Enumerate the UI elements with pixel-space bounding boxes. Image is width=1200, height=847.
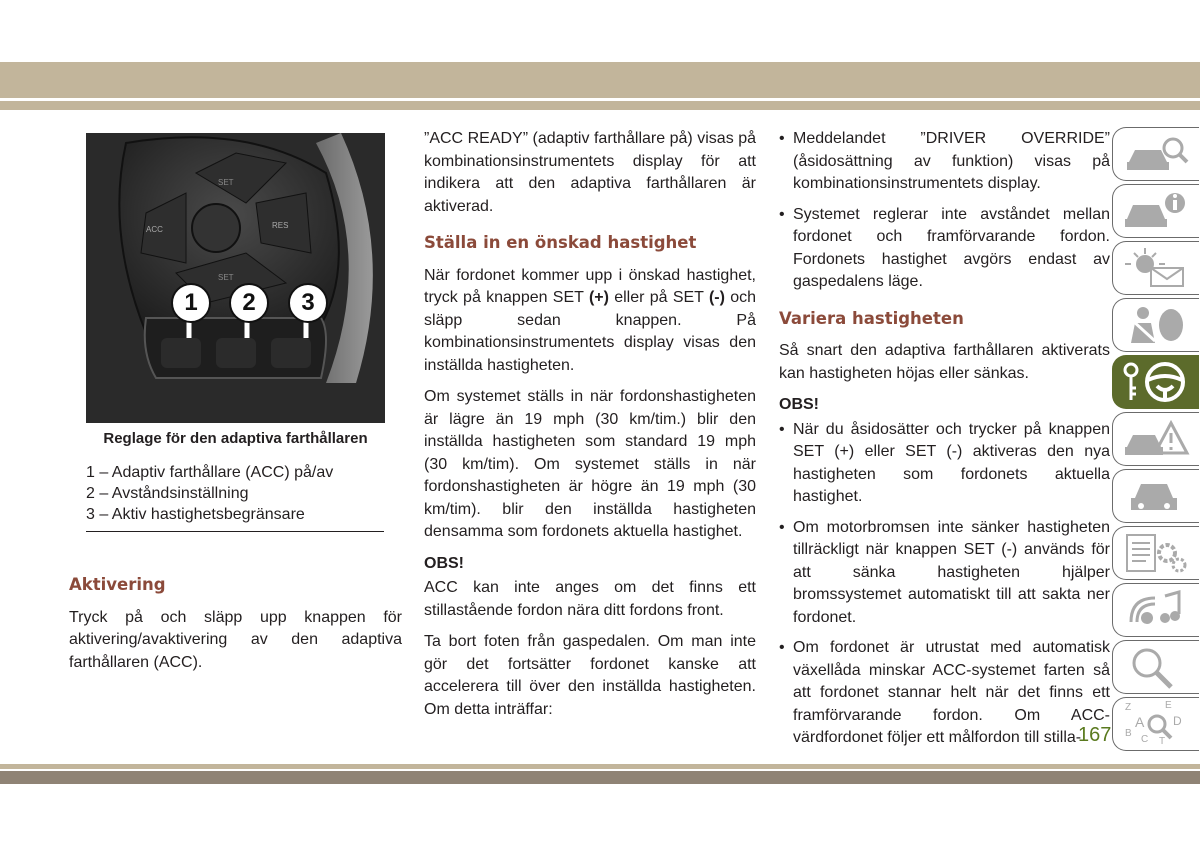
tab-car-info[interactable] <box>1112 184 1199 238</box>
activation-heading: Aktivering <box>69 575 166 594</box>
legend-item: 3 – Aktiv hastighetsbegränsare <box>86 506 305 523</box>
override-list <box>779 128 1110 294</box>
note-heading: OBS! <box>779 396 819 413</box>
activation-text: Tryck på och släpp upp knappen för aktivering/avaktivering av den adaptiva farthållaren (ACC). <box>69 608 402 671</box>
set-speed-heading: Ställa in en önskad hastighet <box>424 233 697 252</box>
index-letter: E <box>1165 700 1172 711</box>
tab-car-magnifier[interactable] <box>1112 127 1199 181</box>
index-letter: D <box>1173 714 1182 728</box>
index-letter: C <box>1141 734 1149 745</box>
tab-safety[interactable] <box>1112 298 1199 352</box>
legend-item: 2 – Avståndsinställning <box>86 485 249 502</box>
tab-warning-lights[interactable] <box>1112 241 1199 295</box>
steering-wheel-illustration <box>86 133 385 423</box>
header-band <box>0 62 1200 98</box>
min-speed-text: Om systemet ställs in när fordonshastigheten är lägre än 19 mph (30 km/tim.) blir den inställda hastigheten som standard 19 mph (30 km/tim). Om systemet ställs in när fordonshastigheten är högre än 19 mph (30 km/tim). blir den inställda hastigheten densamma som fordonets aktuella hastighet. <box>424 388 756 540</box>
tab-service[interactable] <box>1112 469 1199 523</box>
footer-band <box>0 771 1200 784</box>
tab-starting-driving[interactable] <box>1112 355 1199 409</box>
tab-emergency[interactable] <box>1112 412 1199 466</box>
index-letter: B <box>1125 728 1132 739</box>
acc-label: ACC <box>146 225 163 234</box>
legend-item: 1 – Adaptiv farthållare (ACC) på/av <box>86 464 334 481</box>
car-magnifier-icon <box>1121 132 1191 176</box>
figure-caption: Reglage för den adaptiva farthållaren <box>103 430 368 447</box>
airbag-seatbelt-icon <box>1121 303 1191 347</box>
tab-index-search[interactable] <box>1112 640 1199 694</box>
activation-section <box>69 560 402 674</box>
tab-alphabet-index[interactable] <box>1112 697 1199 751</box>
tab-specifications[interactable] <box>1112 526 1199 580</box>
note-text: ACC kan inte anges om det finns ett stillastående fordon nära ditt fordons front. <box>424 579 756 619</box>
specifications-gears-icon <box>1121 531 1191 575</box>
car-service-icon <box>1121 474 1191 518</box>
set-speed-text: När fordonet kommer upp i önskad hastighet, tryck på knappen SET (+) eller på SET (-) och släpp sedan knappen. På kombinationsinstrumentets display visas den inställda hastigheten. <box>424 266 757 374</box>
list-item: • Meddelandet ”DRIVER OVERRIDE” (åsidosättning av funktion) visas på kombinationsinstrumentets display. <box>779 128 1110 196</box>
note-heading: OBS! <box>424 554 464 572</box>
note-list <box>779 419 1110 750</box>
vary-speed-heading: Variera hastigheten <box>779 308 964 328</box>
set-plus-label: SET <box>218 178 234 187</box>
list-item: • Systemet reglerar inte avståndet mellan fordonet och framförvarande fordon. Fordonets hastighet avgörs endast av gaspedalens läge. <box>779 204 1110 294</box>
callout-3: 3 <box>288 283 328 323</box>
accelerator-text: Ta bort foten från gaspedalen. Om man inte gör det fortsätter fordonet kanske att accelerera till över den inställda hastigheten. Om detta inträffar: <box>424 633 756 718</box>
list-item: • Om fordonet är utrustat med automatisk växellåda minskar ACC-systemet farten så att fordonet stannar helt när det finns ett framförvarande fordon. Om ACC-värdfordonet följer ett målfordon till stilla- <box>779 637 1110 750</box>
steering-wheel-controls-photo <box>86 133 385 423</box>
footer-rule <box>0 764 1200 769</box>
set-minus-label: SET <box>218 273 234 282</box>
index-letter: T <box>1159 736 1166 747</box>
page-number: 167 <box>1078 724 1112 746</box>
index-search-icon <box>1121 645 1191 689</box>
key-steering-wheel-icon <box>1121 360 1191 404</box>
index-letter: A <box>1135 714 1145 730</box>
index-letter: Z <box>1125 702 1132 713</box>
res-label: RES <box>272 221 289 230</box>
tab-multimedia[interactable] <box>1112 583 1199 637</box>
header-rule <box>0 101 1200 110</box>
callout-1: 1 <box>171 283 211 323</box>
multimedia-music-icon <box>1121 588 1191 632</box>
warning-light-mail-icon <box>1121 246 1191 290</box>
acc-ready-text: ”ACC READY” (adaptiv farthållare på) visas på kombinationsinstrumentets display för att indikera att den adaptiva farthållaren är aktiverad. <box>424 130 756 215</box>
list-item: • Om motorbromsen inte sänker hastigheten tillräckligt när knappen SET (-) används för att sänka hastigheten hjälper bromssystemet automatiskt till att sakta ner fordonet. <box>779 517 1110 630</box>
car-info-icon <box>1121 189 1191 233</box>
car-warning-triangle-icon <box>1121 417 1191 461</box>
vary-speed-text: Så snart den adaptiva farthållaren aktiverats kan hastigheten höjas eller sänkas. <box>779 342 1110 382</box>
list-item: • När du åsidosätter och trycker på knappen SET (+) eller SET (-) aktiveras den nya hastigheten som fordonets aktuella hastighet. <box>779 419 1110 509</box>
column-3 <box>779 128 1110 759</box>
callout-2: 2 <box>229 283 269 323</box>
column-2 <box>424 128 756 730</box>
figure-legend <box>86 462 384 532</box>
